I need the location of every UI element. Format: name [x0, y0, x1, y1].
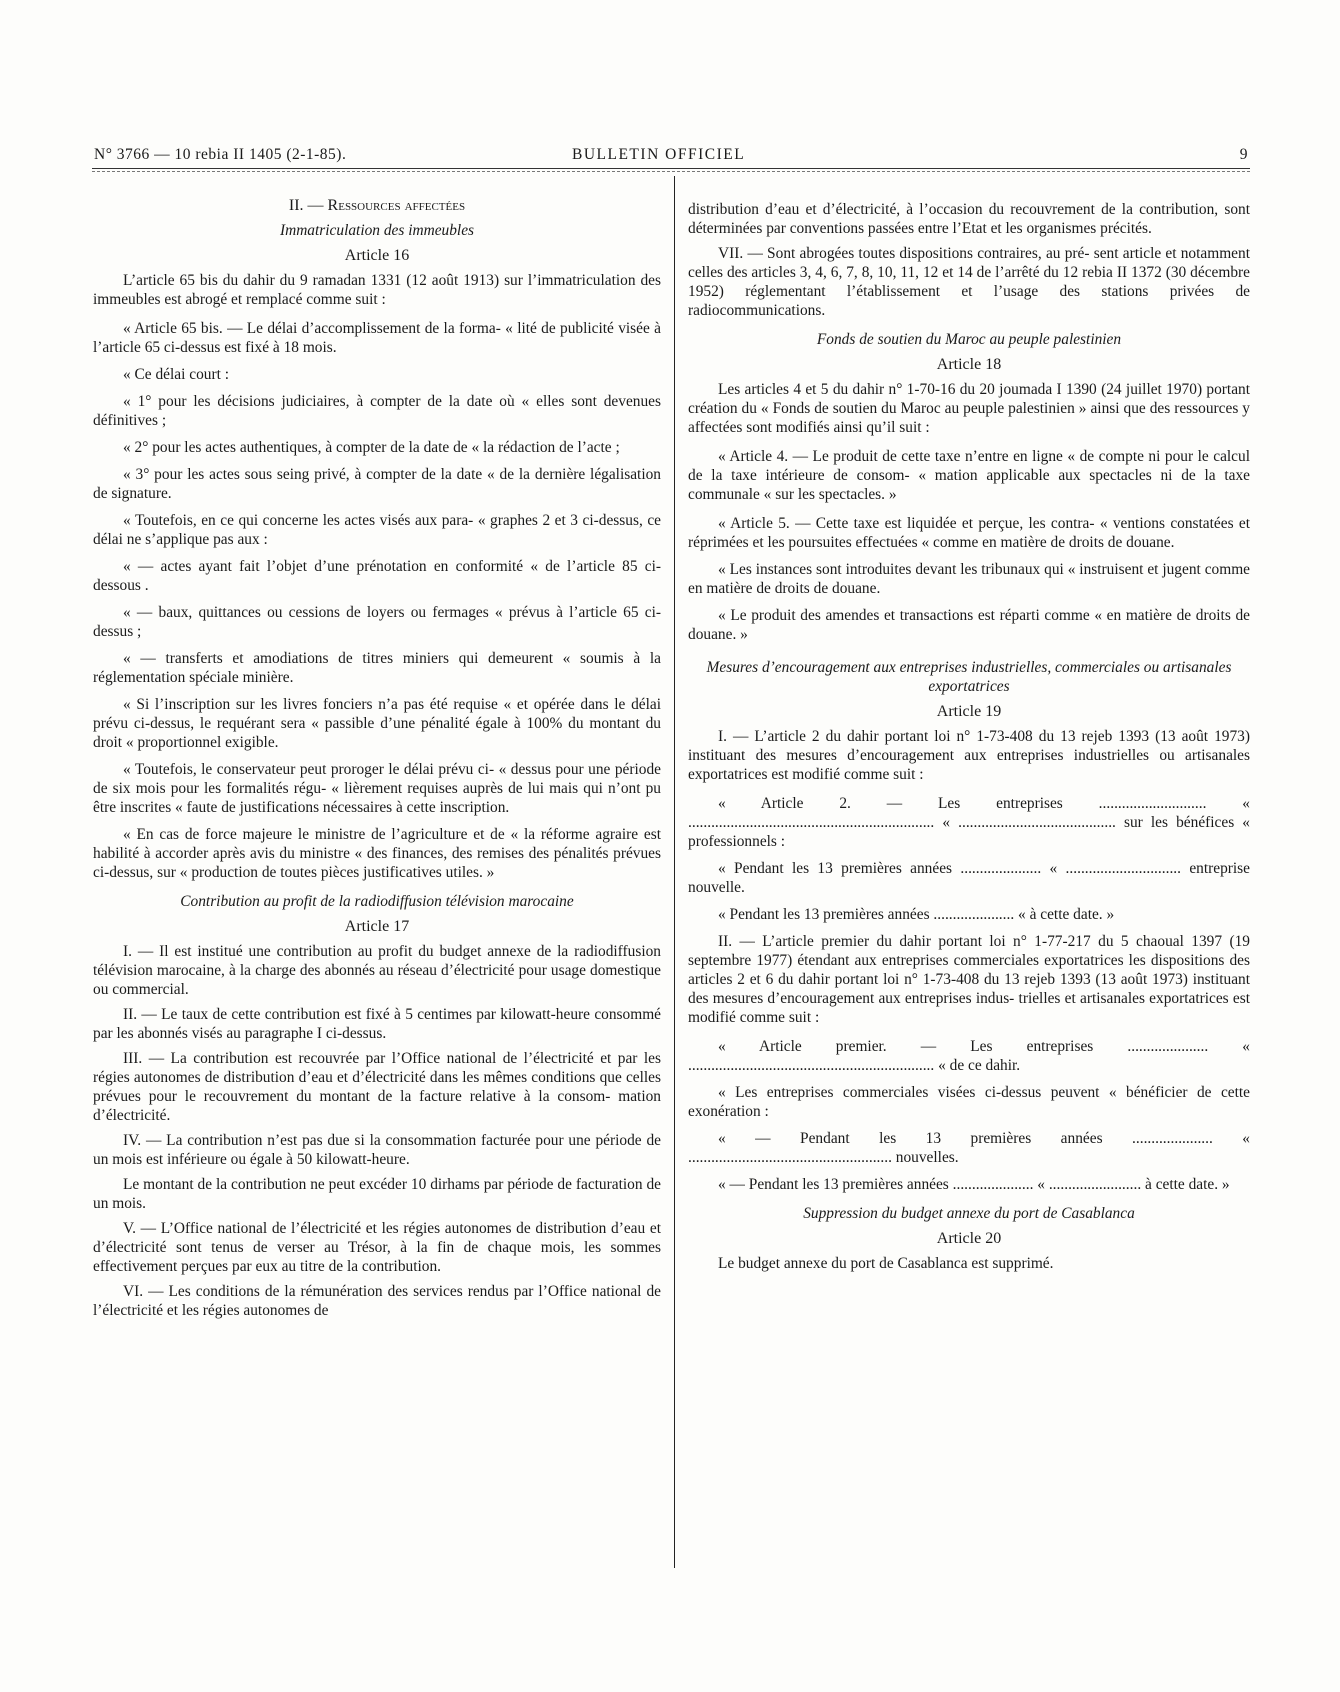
paragraph: « — Pendant les 13 premières années ..................... « ........................ à cette date. »: [718, 1176, 1230, 1193]
paragraph: VII. — Sont abrogées toutes dispositions contraires, au pré- sent article et notamment celles des articles 3, 4, 6, 7, 8, 10, 11, 12 et 14 de l’arrêté du 12 rebia II 1372 (30 décembre 1952) réglementant l’établissement et l’usage des stations privées de radiocommunications.: [688, 245, 1250, 319]
paragraph: IV. — La contribution n’est pas due si la consommation facturée pour une période de un mois est inférieure ou égale à 50 kilowatt-heure.: [93, 1132, 661, 1168]
page-header: [90, 146, 1250, 168]
article-heading: Article 16: [344, 247, 410, 264]
paragraph: « En cas de force majeure le ministre de l’agriculture et de « la réforme agraire est habilité à accorder après avis du ministre « des finances, des remises des pénalités prévues ci-dessus, sur « production de toutes pièces justificatives utiles. »: [93, 826, 661, 881]
paragraph: « Article 5. — Cette taxe est liquidée et perçue, les contra- « ventions constatées et réprimées et les poursuites effectuées « comme en matière de droits de douane.: [688, 515, 1250, 551]
paragraph: distribution d’eau et d’électricité, à l’occasion du recouvrement de la contribution, sont déterminées par conventions passées entre l’Etat et les organismes précités.: [688, 201, 1250, 237]
section-heading: II. — Ressources affectées: [288, 197, 466, 214]
paragraph: « — transferts et amodiations de titres miniers qui demeurent « soumis à la réglementation spéciale minière.: [93, 650, 661, 686]
paragraph: « Article 2. — Les entreprises ............................ « ................................................................ « ......................................... sur les bénéfices « professionnels :: [688, 795, 1250, 850]
page-number: 9: [1239, 146, 1248, 163]
subsection-heading: Immatriculation des immeubles: [279, 222, 475, 239]
paragraph: « Article premier. — Les entreprises ..................... « ................................................................ « de ce dahir.: [688, 1038, 1250, 1074]
header-rule: [92, 168, 1250, 169]
paragraph: « 1° pour les décisions judiciaires, à compter de la date où « elles sont devenues définitives ;: [93, 393, 661, 429]
header-rule-dashed: [92, 171, 1250, 172]
paragraph: « Article 4. — Le produit de cette taxe n’entre en ligne « de compte ni pour le calcul de la taxe intérieure de consom- « mation applicable aux spectacles ni de la taxe communale « sur les spectacles. »: [688, 448, 1250, 503]
subsection-heading: Fonds de soutien du Maroc au peuple palestinien: [816, 331, 1122, 348]
article-heading: Article 20: [936, 1230, 1002, 1247]
paragraph: « Si l’inscription sur les livres fonciers n’a pas été requise « et opérée dans le délai prévu ci-dessus, le requérant sera « passible d’une pénalité égale à 100% du montant du droit « proportionnel exigible.: [93, 696, 661, 751]
paragraph: « — baux, quittances ou cessions de loyers ou fermages « prévus à l’article 65 ci-dessus ;: [93, 604, 661, 640]
left-column: [93, 196, 661, 1326]
paragraph: « Article 65 bis. — Le délai d’accomplissement de la forma- « lité de publicité visée à l’article 65 ci-dessus est fixé à 18 mois.: [93, 320, 661, 356]
paragraph: Le montant de la contribution ne peut excéder 10 dirhams par période de facturation de un mois.: [93, 1176, 661, 1212]
paragraph: II. — Le taux de cette contribution est fixé à 5 centimes par kilowatt-heure consommé par les abonnés visés au paragraphe I ci-dessus.: [93, 1006, 661, 1042]
paragraph: L’article 65 bis du dahir du 9 ramadan 1331 (12 août 1913) sur l’immatriculation des immeubles est abrogé et remplacé comme suit :: [93, 272, 661, 308]
paragraph: « Les instances sont introduites devant les tribunaux qui « instruisent et jugent comme en matière de droits de douane.: [688, 561, 1250, 597]
paragraph: « Ce délai court :: [123, 366, 229, 383]
subsection-heading: Mesures d’encouragement aux entreprises industrielles, commerciales ou artisanales exportatrices: [706, 659, 1232, 695]
paragraph: II. — L’article premier du dahir portant loi n° 1-77-217 du 5 chaoual 1397 (19 septembre 1977) étendant aux entreprises commerciales exportatrices les dispositions des articles 2 et 6 du dahir portant loi n° 1-73-408 du 13 rejeb 1393 (13 août 1973) instituant des mesures d’encouragement aux entreprises indus- trielles et artisanales exportatrices est modifié comme suit :: [688, 933, 1250, 1026]
paragraph: « Pendant les 13 premières années ..................... « .............................. entreprise nouvelle.: [688, 860, 1250, 896]
paragraph: « 2° pour les actes authentiques, à compter de la date de « la rédaction de l’acte ;: [123, 439, 620, 456]
paragraph: « Toutefois, en ce qui concerne les actes visés aux para- « graphes 2 et 3 ci-dessus, ce délai ne s’applique pas aux :: [93, 512, 661, 548]
paragraph: Les articles 4 et 5 du dahir n° 1-70-16 du 20 joumada I 1390 (24 juillet 1970) portant création du « Fonds de soutien du Maroc au peuple palestinien » ainsi que des ressources y affectées sont modifiés ainsi qu’il suit :: [688, 381, 1250, 436]
subsection-heading: Contribution au profit de la radiodiffusion télévision marocaine: [180, 893, 574, 910]
paragraph: « Le produit des amendes et transactions est réparti comme « en matière de droits de douane. »: [688, 607, 1250, 643]
right-column: [688, 200, 1250, 1279]
paragraph: III. — La contribution est recouvrée par l’Office national de l’électricité et par les régies autonomes de distribution d’eau et d’électricité dans les mêmes conditions que celles prévues pour le recouvrement du montant de la facture relative à la consom- mation d’électricité.: [93, 1050, 661, 1124]
paragraph: « — actes ayant fait l’objet d’une prénotation en conformité « de l’article 85 ci-dessous .: [93, 558, 661, 594]
subsection-heading: Suppression du budget annexe du port de Casablanca: [803, 1205, 1135, 1222]
article-heading: Article 18: [936, 356, 1002, 373]
paragraph: Le budget annexe du port de Casablanca est supprimé.: [718, 1255, 1054, 1272]
article-heading: Article 17: [344, 918, 410, 935]
paragraph: « — Pendant les 13 premières années ..................... « ..................................................... nouvelles.: [688, 1130, 1250, 1166]
paragraph: I. — L’article 2 du dahir portant loi n° 1-73-408 du 13 rejeb 1393 (13 août 1973) instituant des mesures d’encouragement aux entreprises industrielles ou artisanales exportatrices est modifié comme suit :: [688, 728, 1250, 783]
paragraph: « Toutefois, le conservateur peut proroger le délai prévu ci- « dessus pour une période de six mois pour les formalités régu- « lièrement requises auprès de lui mais qui n’ont pu être inscrites « faute de justifications nécessaires à cette inscription.: [93, 761, 661, 816]
publication-title: BULLETIN OFFICIEL: [572, 146, 746, 163]
paragraph: « Pendant les 13 premières années ..................... « à cette date. »: [718, 906, 1115, 923]
paragraph: « 3° pour les actes sous seing privé, à compter de la date « de la dernière légalisation de signature.: [93, 466, 661, 502]
paragraph: VI. — Les conditions de la rémunération des services rendus par l’Office national de l’électricité et les régies autonomes de: [93, 1283, 661, 1319]
issue-number: N° 3766 — 10 rebia II 1405 (2-1-85).: [94, 146, 347, 163]
paragraph: I. — Il est institué une contribution au profit du budget annexe de la radiodiffusion télévision marocaine, à la charge des abonnés au réseau d’électricité pour usage domestique ou commercial.: [93, 943, 661, 998]
paragraph: V. — L’Office national de l’électricité et les régies autonomes de distribution d’eau et d’électricité sont tenus de verser au Trésor, à la fin de chaque mois, les sommes effectivement perçues par eux au titre de la contribution.: [93, 1220, 661, 1275]
column-divider: [674, 176, 675, 1568]
paragraph: « Les entreprises commerciales visées ci-dessus peuvent « bénéficier de cette exonération :: [688, 1084, 1250, 1120]
article-heading: Article 19: [936, 703, 1002, 720]
